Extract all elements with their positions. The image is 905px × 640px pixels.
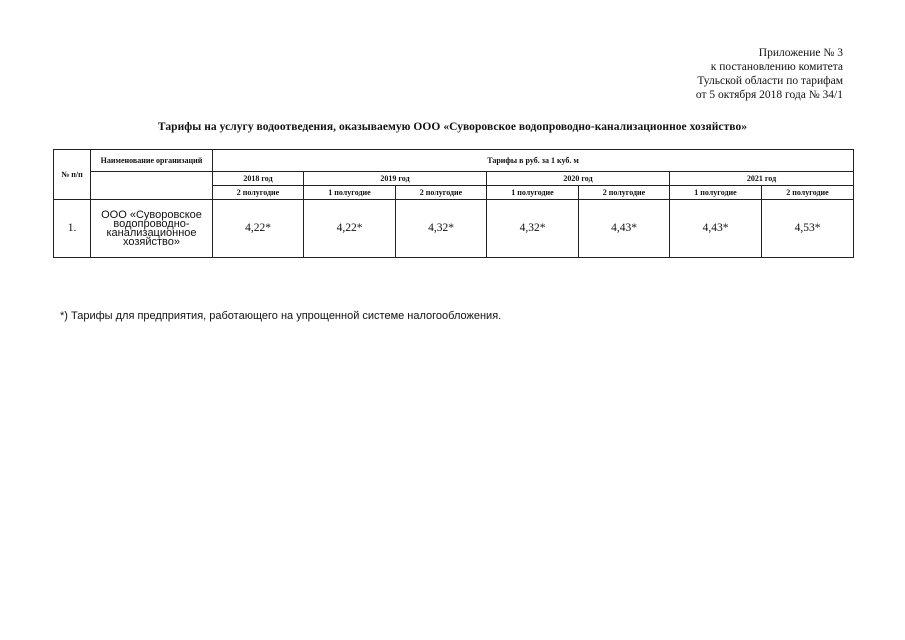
tariff-value: 4,43* (579, 200, 670, 258)
appendix-line: Приложение № 3 (758, 47, 843, 59)
header-half: 1 полугодие (487, 186, 579, 200)
header-year-2021: 2021 год (670, 172, 854, 186)
document-title: Тарифы на услугу водоотведения, оказываемую ООО «Суворовское водопроводно-канализационное хозяйство» (157, 121, 748, 133)
header-half: 2 полугодие (762, 186, 854, 200)
tariff-value: 4,22* (213, 200, 304, 258)
tariff-value: 4,43* (670, 200, 762, 258)
header-tariffs: Тарифы в руб. за 1 куб. м (213, 150, 854, 172)
row-org-name: ООО «Суворовское водопроводно-канализационное хозяйство» (91, 200, 213, 258)
footnote: *) Тарифы для предприятия, работающего на упрощенной системе налогообложения. (60, 310, 502, 322)
header-half: 2 полугодие (396, 186, 487, 200)
header-org-name: Наименование организаций (91, 150, 213, 172)
appendix-line: к постановлению комитета (710, 61, 843, 73)
tariff-value: 4,32* (396, 200, 487, 258)
appendix-reference (523, 46, 843, 102)
header-half: 1 полугодие (304, 186, 396, 200)
tariff-value: 4,53* (762, 200, 854, 258)
header-org-blank (91, 172, 213, 200)
tariff-value: 4,22* (304, 200, 396, 258)
header-num: № п/п (54, 150, 91, 200)
header-half: 2 полугодие (213, 186, 304, 200)
table-row (54, 200, 854, 258)
header-year-2018: 2018 год (213, 172, 304, 186)
header-year-2020: 2020 год (487, 172, 670, 186)
header-half: 2 полугодие (579, 186, 670, 200)
tariff-value: 4,32* (487, 200, 579, 258)
appendix-line: от 5 октября 2018 года № 34/1 (695, 89, 843, 101)
tariffs-table (53, 149, 854, 258)
row-num: 1. (54, 200, 91, 258)
header-half: 1 полугодие (670, 186, 762, 200)
header-year-2019: 2019 год (304, 172, 487, 186)
appendix-line: Тульской области по тарифам (697, 75, 843, 87)
